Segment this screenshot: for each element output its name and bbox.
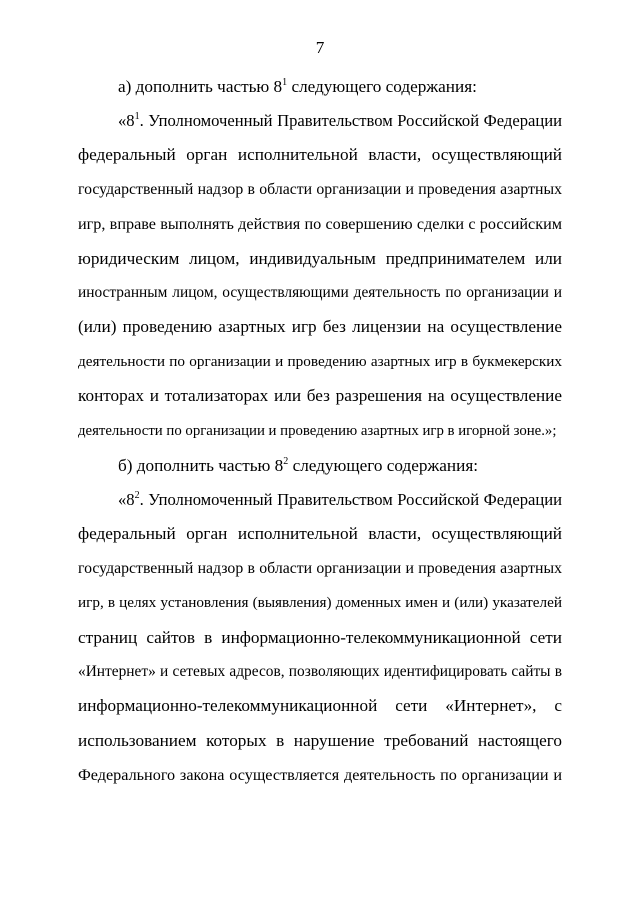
quote-a-open: «8 <box>118 111 135 130</box>
quote-a-text: . Уполномоченный Правительством Российской Федерации <box>139 111 562 130</box>
quote-b-line: использованием которых в нарушение требований настоящего <box>78 730 562 750</box>
item-b-paragraph <box>78 449 562 483</box>
quote-b-line: «Интернет» и сетевых адресов, позволяющих идентифицировать сайты в <box>78 663 562 681</box>
quote-a-line: конторах и тотализаторах или без разрешения на осуществление <box>78 386 562 406</box>
quote-b-open: «8 <box>118 490 135 509</box>
quote-b-line: информационно-телекоммуникационной сети «Интернет», с <box>78 696 562 716</box>
item-a-paragraph <box>78 70 562 104</box>
quote-a-line: деятельности по организации и проведению азартных игр в игорной зоне.»; <box>78 422 557 439</box>
quote-b-line: страниц сайтов в информационно-телекоммуникационной сети <box>78 627 562 647</box>
quote-a-line: федеральный орган исполнительной власти, осуществляющий <box>78 145 562 165</box>
item-b-line <box>78 449 562 483</box>
quote-a-superscript: 1 <box>134 111 140 122</box>
quote-b-line <box>78 483 562 517</box>
quote-b-text: . Уполномоченный Правительством Российской Федерации <box>139 490 562 509</box>
item-b-text-end: следующего содержания: <box>288 456 479 475</box>
quote-a-line: иностранным лицом, осуществляющими деятельность по организации и <box>78 284 562 302</box>
quote-a-line: юридическим лицом, индивидуальным предпринимателем или <box>78 248 562 268</box>
quote-a-paragraph <box>78 104 562 448</box>
quote-b-line: федеральный орган исполнительной власти, осуществляющий <box>78 524 562 544</box>
quote-a-line: (или) проведению азартных игр без лицензии на осуществление <box>78 317 562 337</box>
item-a-text: а) дополнить частью 8 <box>118 77 283 96</box>
quote-b-line: Федерального закона осуществляется деятельность по организации и <box>78 766 562 785</box>
item-b-superscript: 2 <box>283 456 289 467</box>
item-a-line <box>78 70 562 104</box>
page-number: 7 <box>315 38 325 57</box>
item-a-text-end: следующего содержания: <box>287 77 477 96</box>
item-a-superscript: 1 <box>282 77 288 88</box>
quote-a-line: государственный надзор в области организации и проведения азартных <box>78 180 562 198</box>
quote-b-line: государственный надзор в области организации и проведения азартных <box>78 559 562 577</box>
quote-b-paragraph <box>78 483 562 793</box>
item-b-text: б) дополнить частью 8 <box>118 456 284 475</box>
quote-b-line: игр, в целях установления (выявления) доменных имен и (или) указателей <box>78 594 562 612</box>
quote-a-line: деятельности по организации и проведению азартных игр в букмекерских <box>78 352 562 370</box>
quote-a-line <box>78 104 562 138</box>
quote-a-line: игр, вправе выполнять действия по совершению сделки с российским <box>78 215 562 234</box>
quote-b-superscript: 2 <box>134 490 140 501</box>
